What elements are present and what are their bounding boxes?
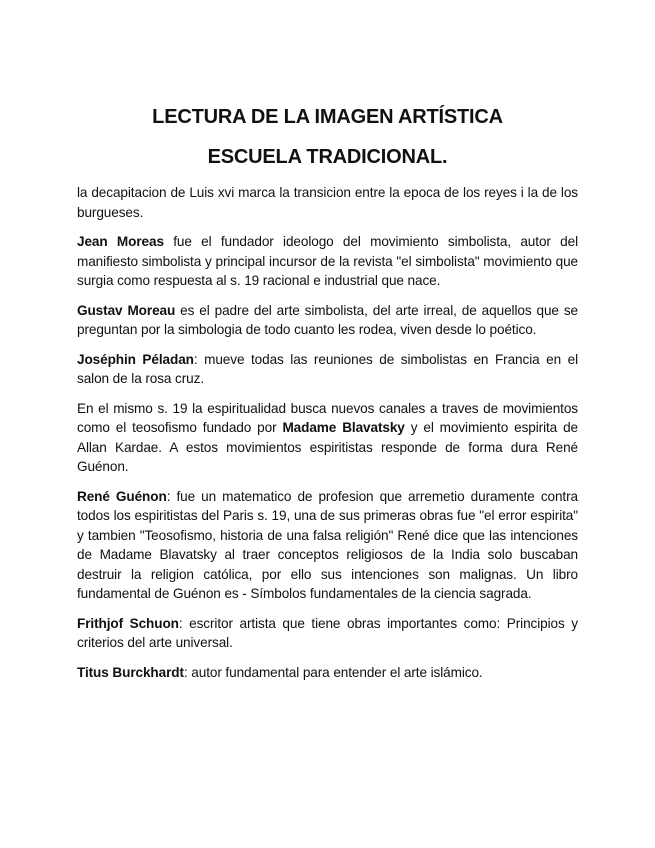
paragraph-text: la decapitacion de Luis xvi marca la transicion entre la epoca de los reyes i la de los burgueses. <box>77 185 578 220</box>
paragraph-jean-moreas <box>77 232 578 291</box>
document-subtitle: ESCUELA TRADICIONAL. <box>207 146 448 168</box>
person-name: Madame Blavatsky <box>282 420 405 435</box>
person-name: Titus Burckhardt <box>77 664 184 680</box>
paragraph-espiritualidad <box>77 399 578 477</box>
paragraph-text: : escritor artista que tiene obras importantes como: Principios y criterios del arte universal. <box>77 615 578 650</box>
paragraph-frithjof-schuon <box>77 614 578 653</box>
paragraph-text: es el padre del arte simbolista, del arte irreal, de aquellos que se preguntan por la simbologia de todo cuanto les rodea, viven desde lo poético. <box>77 302 578 337</box>
person-name: Frithjof Schuon <box>77 615 179 631</box>
paragraph-text: En el mismo s. 19 la espiritualidad busca nuevos canales a traves de movimientos como el teosofismo fundado por <box>77 400 578 435</box>
paragraph-josephin-peladan <box>77 350 578 389</box>
paragraph-titus-burckhardt <box>77 663 578 683</box>
paragraph-text: : mueve todas las reuniones de simbolistas en Francia en el salon de la rosa cruz. <box>77 351 578 386</box>
paragraph-text: fue el fundador ideologo del movimiento simbolista, autor del manifiesto simbolista y principal incursor de la revista "el simbolista" movimiento que surgia como respuesta al s. 19 racional e industrial que nace. <box>77 234 578 288</box>
paragraph-gustav-moreau <box>77 301 578 340</box>
document-body <box>77 183 578 692</box>
paragraph-text: y el movimiento espirita de Allan Kardae. A estos movimientos espiritistas responde de forma dura René Guénon. <box>77 420 579 474</box>
paragraph-rene-guenon <box>77 487 578 604</box>
paragraph-text: : fue un matematico de profesion que arremetio duramente contra todos los espiritistas del Paris s. 19, una de sus primeras obras fue "el error espirita" y tambien "Teosofismo, historia de una falsa religión" René dice que las intenciones de Madame Blavatsky al traer conceptos religiosos de la India solo buscaban destruir la religion católica, por ello sus intenciones son malignas. Un libro fundamental de Guénon es - Símbolos fundamentales de la ciencia sagrada. <box>77 488 578 601</box>
person-name: Joséphin Péladan <box>77 351 194 367</box>
paragraph-luis-xvi <box>77 183 578 222</box>
document-title: LECTURA DE LA IMAGEN ARTÍSTICA <box>152 106 503 128</box>
person-name: Jean Moreas <box>77 234 164 249</box>
person-name: Gustav Moreau <box>77 302 176 318</box>
paragraph-text: : autor fundamental para entender el arte islámico. <box>183 664 483 680</box>
person-name: René Guénon <box>77 488 167 504</box>
